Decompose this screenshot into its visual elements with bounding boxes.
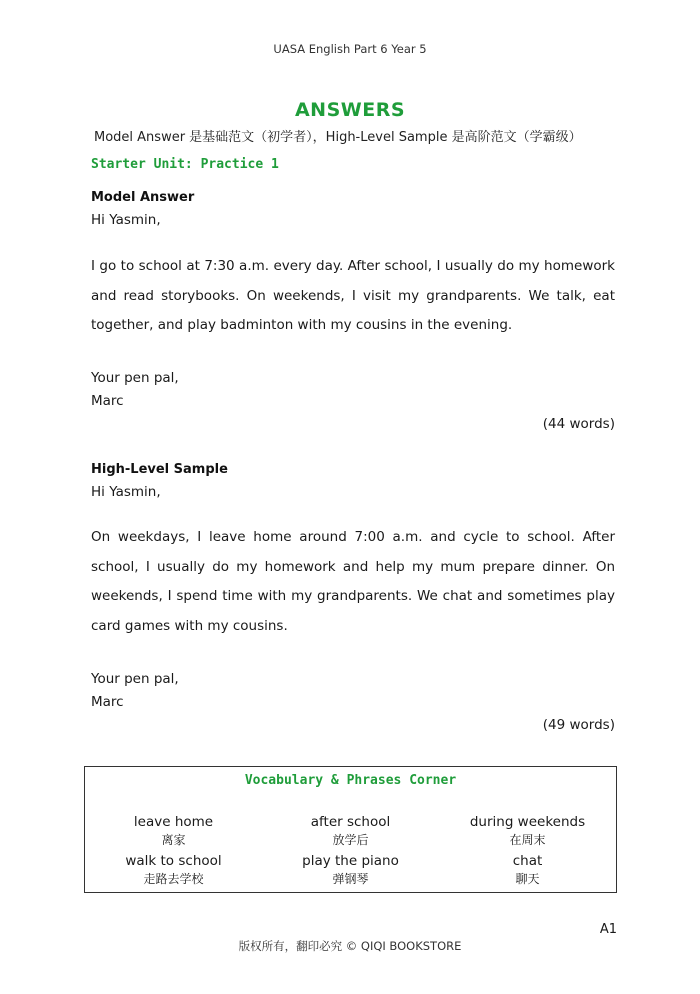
vocab-item: [85, 814, 262, 848]
vocab-chinese: 在周末: [509, 833, 546, 847]
vocab-english: play the piano: [302, 853, 399, 869]
high-level-signature: Marc: [91, 694, 124, 710]
model-answer-word-count: (44 words): [542, 416, 615, 432]
high-level-closing: Your pen pal,: [91, 671, 179, 687]
vocab-chinese: 走路去学校: [143, 872, 204, 886]
vocab-english: during weekends: [469, 814, 586, 830]
vocab-chinese: 聊天: [515, 872, 540, 886]
model-answer-closing: Your pen pal,: [91, 370, 179, 386]
vocab-item: [439, 853, 616, 887]
high-level-greeting: Hi Yasmin,: [91, 484, 161, 500]
model-answer-signature: Marc: [91, 393, 124, 409]
model-answer-greeting: Hi Yasmin,: [91, 212, 161, 228]
vocab-item: [262, 853, 439, 887]
vocab-item: [439, 814, 616, 848]
vocab-english: after school: [310, 814, 391, 830]
page-title: ANSWERS: [294, 99, 406, 121]
vocab-english: chat: [512, 853, 543, 869]
model-answer-body: I go to school at 7:30 a.m. every day. After school, I usually do my homework and read storybooks. On weekends, I visit my grandparents. We talk, eat together, and play badminton with my cousins in the evening.: [91, 258, 615, 333]
high-level-word-count: (49 words): [542, 717, 615, 733]
vocab-english: walk to school: [125, 853, 222, 869]
page-number: A1: [599, 922, 617, 937]
high-level-body: On weekdays, I leave home around 7:00 a.m. and cycle to school. After school, I usually do my homework and help my mum prepare dinner. On weekends, I spend time with my grandparents. We chat and sometimes play card games with my cousins.: [91, 529, 615, 634]
page-subtitle: Model Answer 是基础范文（初学者），High-Level Sample 是高阶范文（学霸级）: [94, 130, 582, 145]
vocab-chinese: 弹钢琴: [332, 872, 369, 886]
vocab-chinese: 离家: [161, 833, 186, 847]
vocab-item: [85, 853, 262, 887]
vocabulary-title: Vocabulary & Phrases Corner: [244, 773, 457, 788]
high-level-heading: High-Level Sample: [91, 462, 228, 477]
vocab-item: [262, 814, 439, 848]
vocab-chinese: 放学后: [332, 833, 369, 847]
vocabulary-box: [84, 766, 617, 893]
model-answer-heading: Model Answer: [91, 190, 195, 205]
vocab-english: leave home: [133, 814, 214, 830]
page-footer: 版权所有，翻印必究 © QIQI BOOKSTORE: [238, 939, 462, 953]
section-title: Starter Unit: Practice 1: [91, 157, 279, 172]
page-header: UASA English Part 6 Year 5: [273, 42, 427, 56]
